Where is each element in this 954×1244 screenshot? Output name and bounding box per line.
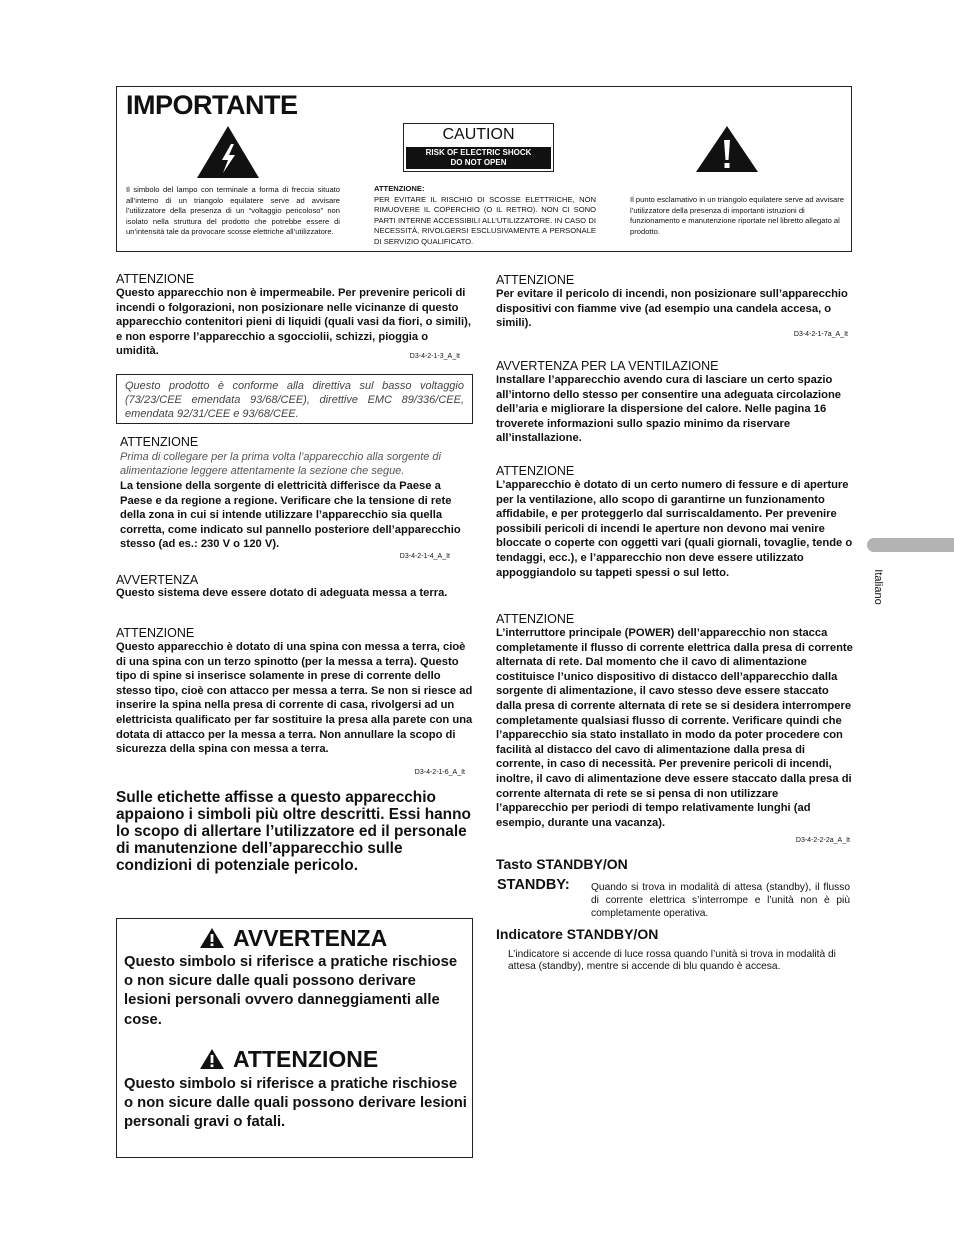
warning-triangle-icon: [199, 1048, 225, 1070]
left-section-1: [116, 272, 473, 359]
exclamation-warning-icon: [694, 124, 760, 174]
section-heading: ATTENZIONE: [116, 272, 195, 286]
labels-note: [116, 789, 473, 874]
standby-section: [496, 856, 853, 872]
section-heading: ATTENZIONE: [496, 464, 575, 478]
caution-label: [403, 123, 554, 172]
reference-code: D3-4-2-1-3_A_It: [409, 353, 460, 360]
section-body: Per evitare il pericolo di incendi, non posizionare sull’apparecchio dispositivi con fiamme vive (ad esempio una candela accesa, o simili).: [496, 288, 848, 330]
caution-text-label: ATTENZIONE:: [374, 184, 425, 193]
lightning-symbol-text: Il simbolo del lampo con terminale a forma di freccia situato all’interno di un triangolo equilatere serve ad avvisare l’utilizzatore della presenza di un “voltaggio pericoloso” non isolato nella struttura del prodotto che potrebbe essere di un’intensità tale da provocare scosse elettriche all’utilizzatore.: [126, 185, 340, 236]
language-tab: [867, 538, 954, 552]
right-section-2: [496, 359, 853, 446]
important-title: IMPORTANTE: [126, 90, 298, 120]
left-section-3: [116, 573, 473, 600]
conformity-text: Questo prodotto è conforme alla direttiva sul basso voltaggio (73/23/CEE emendata 93/68/CEE), direttive EMC 89/336/CEE, emendata 92/31/CEE e 93/68/CEE.: [125, 380, 464, 420]
reference-code: D3-4-2-1-4_A_It: [399, 553, 450, 560]
reference-code: D3-4-2-1-7a_A_It: [793, 331, 848, 338]
lightning-warning-icon: [195, 124, 261, 180]
section-heading: ATTENZIONE: [120, 435, 199, 449]
standby-key: STANDBY:: [497, 877, 570, 893]
section-body: L’interruttore principale (POWER) dell’apparecchio non stacca completamente il flusso di corrente elettrica dalla presa di corrente alternata di rete. Dal momento che il cavo di alimentazione costituisce l’unico dispositivo di distacco dell’apparecchio dalla sorgente di alimentazione, il cavo stesso deve essere staccato dalla presa di corrente alternata di rete se si desidera interrompere completamente qualsiasi flusso di corrente. Verificare quindi che l’apparecchio sia stato installato in modo da poter procedere con facilità al distacco del cavo di alimentazione dalla presa di corrente, in caso di necessità. Per prevenire pericoli di incendi, inoltre, il cavo di alimentazione deve essere staccato dalla presa di corrente alternata di rete se si pensa di non utilizzare l’apparecchio per periodi di tempo relativamente lunghi (ad esempio, durante una vacanza).: [496, 627, 853, 829]
standby-description: Quando si trova in modalità di attesa (standby), il flusso di corrente elettrica s’interrompe e l’unità non è più completamente operativa.: [591, 882, 850, 919]
section-body: L’apparecchio è dotato di un certo numero di fessure e di aperture per la ventilazione, allo scopo di garantirne un funzionamento affidabile, e per proteggerlo dal surriscaldamento. Per prevenire possibili pericoli di incendi le aperture non devono mai venire bloccate o coperte con oggetti vari (quali giornali, tovaglie, tende o tendaggi, ecc.), e l’apparecchio non deve essere utilizzato appoggiandolo su tappeti spessi o sul letto.: [496, 479, 853, 579]
caution-bar: [406, 147, 551, 169]
reference-code: D3-4-2-1-6_A_It: [414, 769, 465, 776]
exclamation-symbol-text: Il punto esclamativo in un triangolo equilatere serve ad avvisare l’utilizzatore della presenza di importanti istruzioni di funzionamento e manutenzione riportate nel libretto allegato al prodotto.: [630, 195, 845, 236]
section-heading: AVVERTENZA PER LA VENTILAZIONE: [496, 359, 719, 373]
avvertenza-title: AVVERTENZA: [233, 925, 388, 951]
section-heading: ATTENZIONE: [116, 626, 195, 640]
standby-heading: Tasto STANDBY/ON: [496, 856, 628, 872]
caution-bar-line2: DO NOT OPEN: [450, 158, 507, 167]
right-section-4: [496, 612, 853, 830]
attenzione-title: ATTENZIONE: [233, 1046, 379, 1072]
caution-bar-line1: RISK OF ELECTRIC SHOCK: [425, 148, 532, 157]
section-body: Questo sistema deve essere dotato di adeguata messa a terra.: [116, 587, 448, 599]
reference-code: D3-4-2-2-2a_A_It: [795, 837, 850, 844]
attenzione-heading: [199, 1046, 378, 1072]
section-body: Questo apparecchio è dotato di una spina con messa a terra, cioè di una spina con un terzo spinotto (per la messa a terra). Questo tipo di spine si inserisce solamente in prese di corrente dello stesso tipo, cioè con attacco per messa a terra. Se non si riesce ad inserire la spina nella presa di corrente di casa, rivolgersi ad un elettricista qualificato per far sostituire la presa alla parete con una dotata di attacco per la messa a terra. Non annullare la scopo di sicurezza della spina con messa a terra.: [116, 641, 473, 756]
language-text: Italiano: [872, 569, 884, 605]
section-heading: ATTENZIONE: [496, 612, 575, 626]
section-heading: ATTENZIONE: [496, 273, 575, 287]
left-section-2: [120, 435, 469, 552]
caution-word: CAUTION: [442, 126, 515, 143]
left-section-4: [116, 626, 473, 757]
indicator-description: L’indicatore si accende di luce rossa quando l’unità si trova in modalità di attesa (standby), mentre si accende di blu quando è accesa.: [508, 949, 836, 972]
indicator-heading: Indicatore STANDBY/ON: [496, 926, 659, 942]
section-body: La tensione della sorgente di elettricità differisce da Paese a Paese e da regione a regione. Verificare che la tensione di rete della zona in cui si intende utilizzare l’apparecchio sia quella corretta, come indicato sul pannello posteriore dell’apparecchio stesso (ad es.: 230 V o 120 V).: [120, 480, 461, 551]
indicator-section: [496, 926, 853, 942]
section-italic-note: Prima di collegare per la prima volta l’apparecchio alla sorgente di alimentazione leggere attentamente la sezione che segue.: [120, 451, 441, 477]
conformity-box: [116, 374, 473, 424]
right-section-1: [496, 273, 853, 331]
language-label: [867, 562, 889, 612]
labels-note-text: Sulle etichette affisse a questo apparecchio appaiono i simboli più oltre descritti. Essi hanno lo scopo di allertare l’utilizzatore ed il personale di manutenzione dell’apparecchio sulle condizioni di potenziale pericolo.: [116, 789, 471, 874]
warning-triangle-icon: [199, 927, 225, 949]
caution-text-block: [374, 184, 596, 247]
attenzione-text: Questo simbolo si riferisce a pratiche rischiose o non sicure dalle quali possono derivare lesioni personali gravi o fatali.: [124, 1076, 467, 1131]
section-body: Questo apparecchio non è impermeabile. Per prevenire pericoli di incendi o folgorazioni, non posizionare nelle vicinanze di questo apparecchio contenitori pieni di liquidi (quali vasi da fiori, o simili), e non esporre l’apparecchio a sgocciolii, schizzi, pioggia o umidità.: [116, 287, 471, 358]
warning-symbols-box: [116, 918, 473, 1158]
section-heading: AVVERTENZA: [116, 573, 199, 587]
section-body: Installare l’apparecchio avendo cura di lasciare un certo spazio all’intorno dello stesso per consentire una adeguata circolazione dell’aria e migliorare la dispersione del calore. Nelle pagina 16 troverete informazioni sullo spazio minimo da riservare all’installazione.: [496, 374, 842, 445]
avvertenza-text: Questo simbolo si riferisce a pratiche rischiose o non sicure dalle quali possono derivare lesioni personali ovvero danneggiamenti alle cose.: [124, 954, 458, 1028]
avvertenza-heading: [199, 925, 387, 951]
right-section-3: [496, 464, 853, 580]
caution-text-body: PER EVITARE IL RISCHIO DI SCOSSE ELETTRICHE, NON RIMUOVERE IL COPERCHIO (O IL RETRO). NON CI SONO PARTI INTERNE ACCESSIBILI ALL’UTILIZZATORE. IN CASO DI NECESSITÀ, RIVOLGERSI ESCLUSIVAMENTE A PERSONALE DI SERVIZIO QUALIFICATO.: [374, 194, 596, 246]
